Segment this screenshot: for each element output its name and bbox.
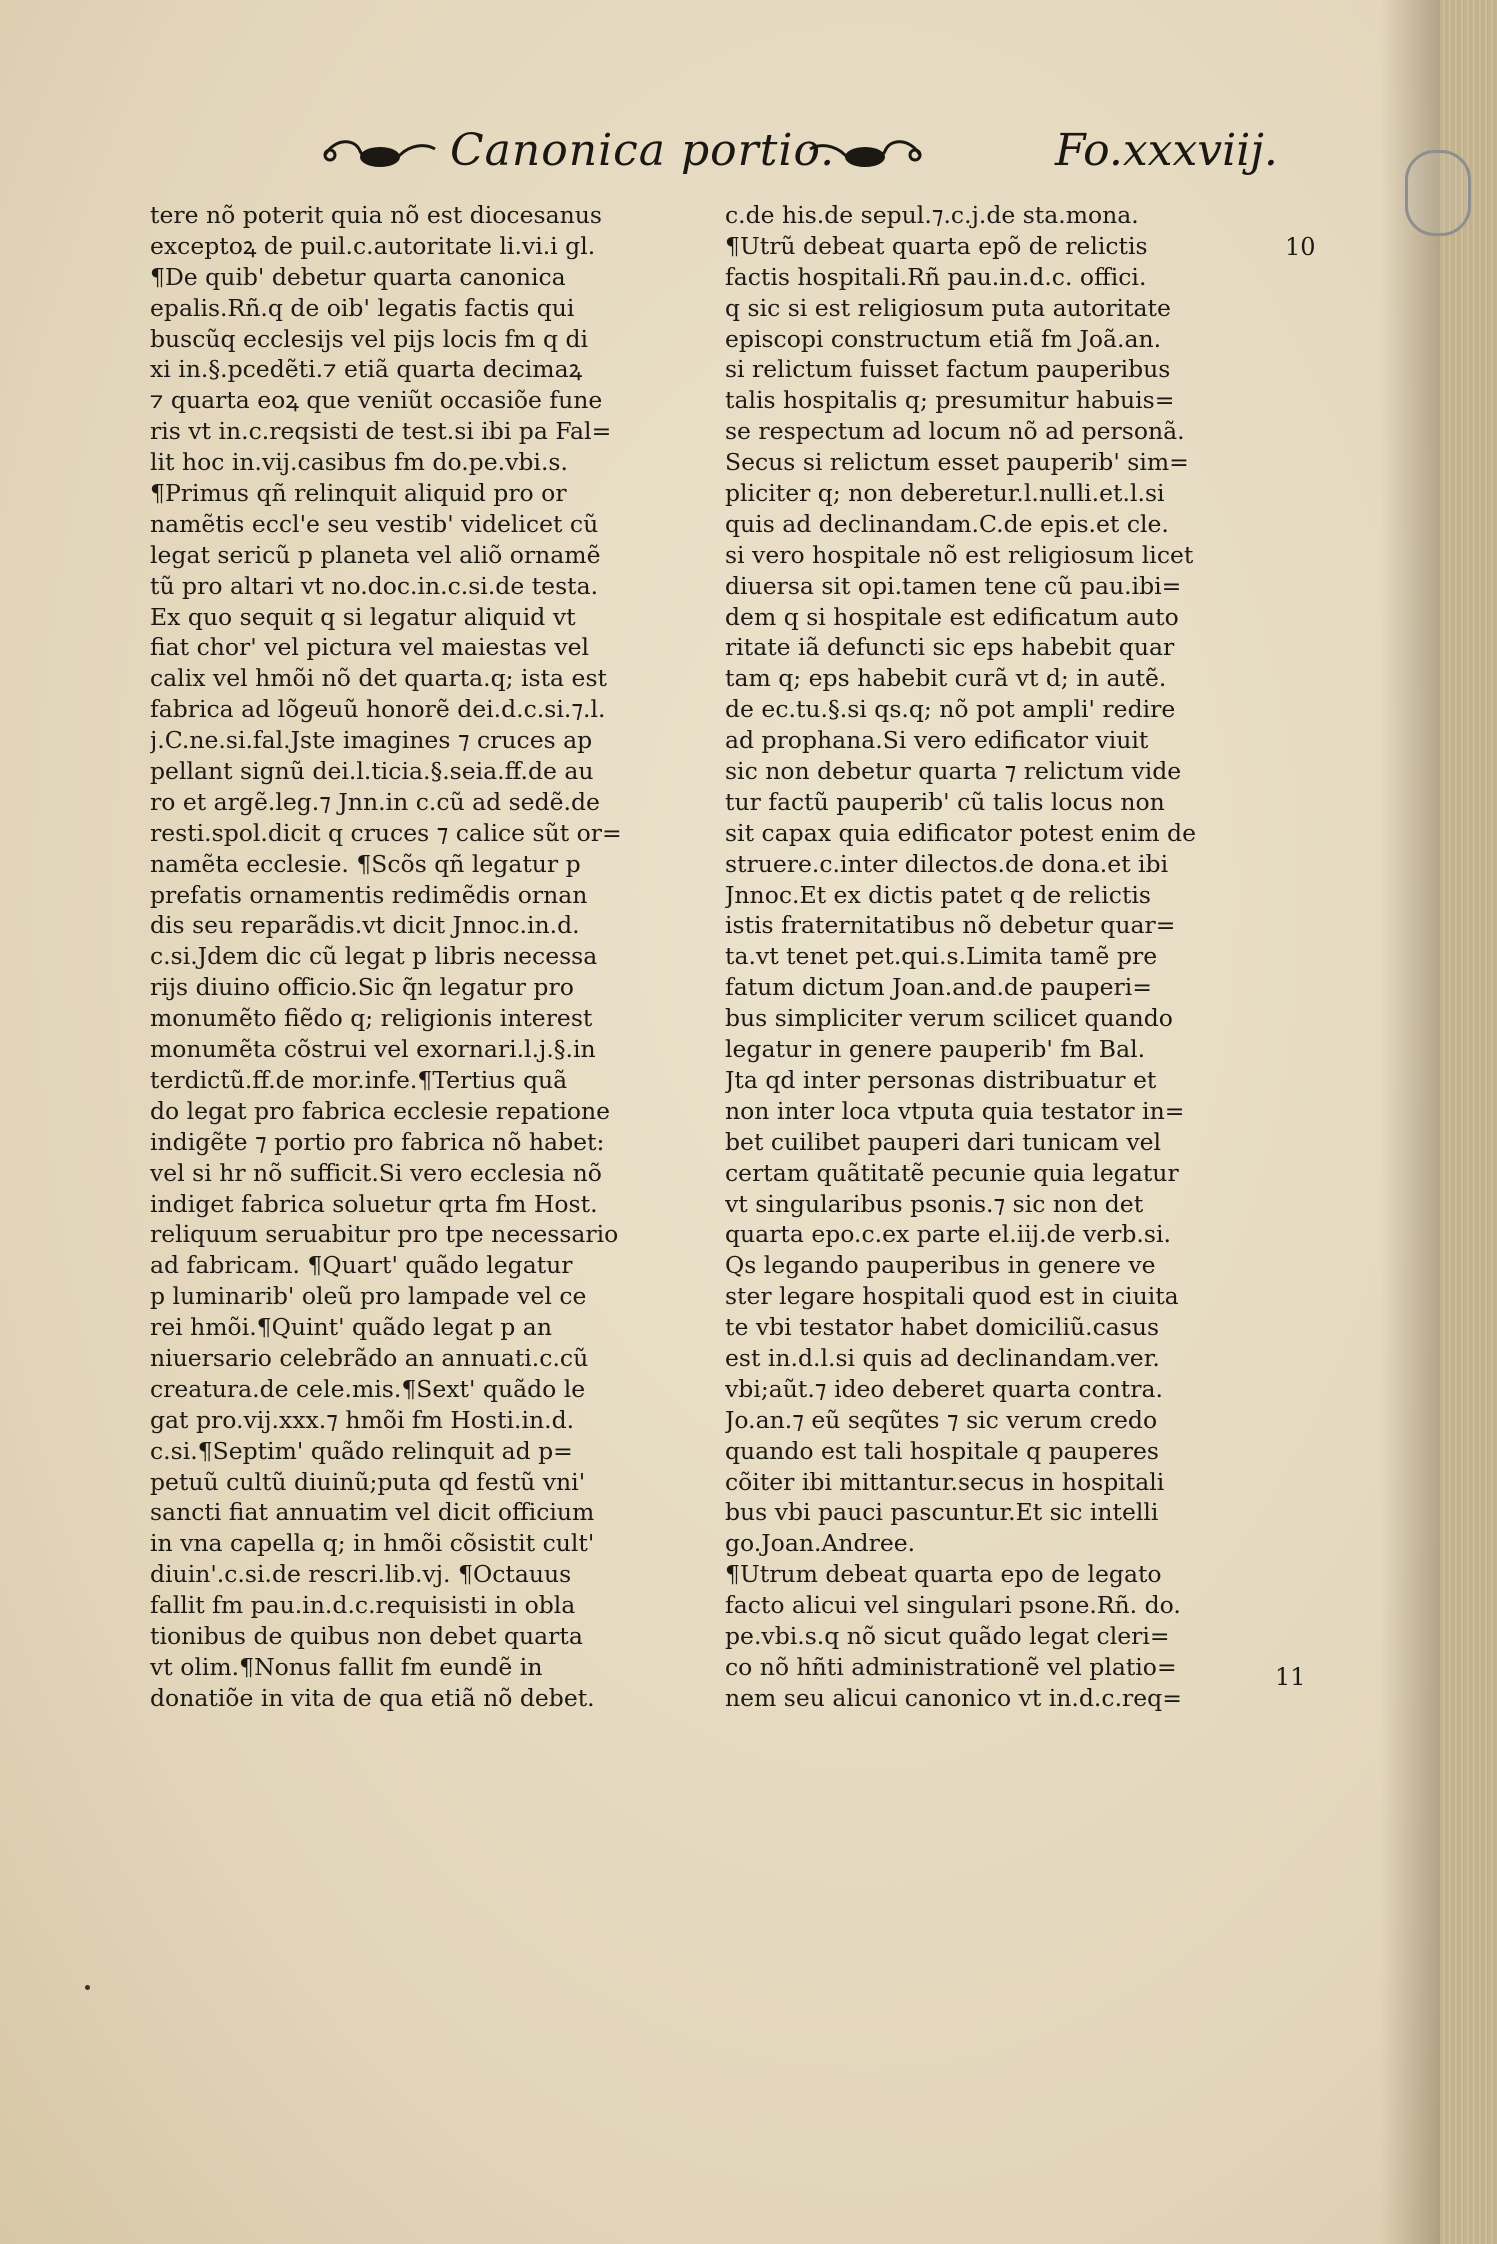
- text-line: ¶Primus qñ relinquit aliquid pro or: [150, 479, 567, 508]
- page-clip-icon: [1405, 150, 1471, 236]
- text-line: pellant signũ dei.l.ticia.§.seia.ff.de au: [150, 757, 594, 786]
- text-line: ta.vt tenet pet.qui.s.Limita tamẽ pre: [725, 942, 1158, 971]
- page-edge-shadow: [1380, 0, 1440, 2244]
- text-line: Jnnoc.Et ex dictis patet q de relictis: [725, 880, 1151, 909]
- text-line: xi in.§.pcedẽti.⁊ etiã quarta decimaꝝ: [150, 355, 583, 384]
- text-line: in vna capella q; in hmõi cõsistit cult': [150, 1529, 595, 1558]
- text-line: istis fraternitatibus nõ debetur quar=: [725, 911, 1176, 940]
- text-line: ¶Utrum debeat quarta epo de legato: [725, 1560, 1162, 1589]
- text-line: namẽtis eccl'e seu vestib' videlicet cũ: [150, 509, 599, 538]
- text-line: legat sericũ p planeta vel aliõ ornamẽ: [150, 540, 601, 569]
- text-line: fatum dictum Joan.and.de pauperi=: [725, 973, 1152, 1002]
- text-line: tur factũ pauperib' cũ talis locus non: [725, 787, 1165, 816]
- text-line: quarta epo.c.ex parte el.iij.de verb.si.: [725, 1220, 1171, 1249]
- text-line: factis hospitali.Rñ pau.in.d.c. offici.: [725, 262, 1147, 291]
- text-line: epalis.Rñ.q de oib' legatis factis qui: [150, 293, 575, 322]
- right-column: [725, 200, 1290, 1714]
- text-line: tam q; eps habebit curã vt d; in autẽ.: [725, 664, 1167, 693]
- text-line: ster legare hospitali quod est in ciuita: [725, 1282, 1179, 1311]
- text-line: niuersario celebrãdo an annuati.c.cũ: [150, 1343, 589, 1372]
- text-line: de ec.tu.§.si qs.q; nõ pot ampli' redire: [725, 695, 1176, 724]
- text-line: exceptoꝝ de puil.c.autoritate li.vi.i gl.: [150, 231, 596, 260]
- text-line: c.si.¶Septim' quãdo relinquit ad p=: [150, 1436, 573, 1465]
- text-line: si vero hospitale nõ est religiosum licet: [725, 540, 1194, 569]
- text-line: talis hospitalis q; presumitur habuis=: [725, 386, 1175, 415]
- book-fore-edge: [1440, 0, 1497, 2244]
- text-line: si relictum fuisset factum pauperibus: [725, 355, 1171, 384]
- text-line: legatur in genere pauperib' fm Bal.: [725, 1035, 1146, 1064]
- text-line: tere nõ poterit quia nõ est diocesanus: [150, 201, 602, 229]
- text-line: diuin'.c.si.de rescri.lib.vj. ¶Octauus: [150, 1560, 572, 1589]
- text-line: non inter loca vtputa quia testator in=: [725, 1096, 1185, 1125]
- text-line: namẽta ecclesie. ¶Scõs qñ legatur p: [150, 849, 581, 878]
- text-line: fallit fm pau.in.d.c.requisisti in obla: [150, 1591, 576, 1620]
- text-line: ad prophana.Si vero edificator viuit: [725, 726, 1149, 755]
- text-line: struere.c.inter dilectos.de dona.et ibi: [725, 849, 1169, 878]
- text-line: ¶De quib' debetur quarta canonica: [150, 262, 566, 291]
- text-line: c.de his.de sepul.⁊.c.j.de sta.mona.: [725, 201, 1139, 229]
- text-line: sit capax quia edificator potest enim de: [725, 818, 1196, 847]
- text-line: creatura.de cele.mis.¶Sext' quãdo le: [150, 1374, 586, 1403]
- text-line: facto alicui vel singulari psone.Rñ. do.: [725, 1591, 1181, 1620]
- text-line: go.Joan.Andree.: [725, 1529, 916, 1558]
- text-line: vt olim.¶Nonus fallit fm eundẽ in: [150, 1652, 543, 1681]
- text-line: terdictũ.ff.de mor.infe.¶Tertius quã: [150, 1065, 568, 1094]
- text-line: Jo.an.⁊ eũ seqũtes ⁊ sic verum credo: [725, 1405, 1158, 1434]
- text-line: dem q si hospitale est edificatum auto: [725, 602, 1179, 631]
- running-head: [150, 125, 1290, 185]
- page-header-title: Canonica portio.: [450, 125, 836, 176]
- text-line: buscũq ecclesijs vel pijs locis fm q di: [150, 324, 589, 353]
- text-line: indiget fabrica soluetur qrta fm Host.: [150, 1189, 598, 1218]
- text-line: tionibus de quibus non debet quarta: [150, 1621, 583, 1650]
- text-line: est in.d.l.si quis ad declinandam.ver.: [725, 1343, 1160, 1372]
- text-line: bet cuilibet pauperi dari tunicam vel: [725, 1127, 1162, 1156]
- text-line: lit hoc in.vij.casibus fm do.pe.vbi.s.: [150, 448, 568, 477]
- text-line: Ex quo sequit q si legatur aliquid vt: [150, 602, 576, 631]
- text-line: fabrica ad lõgeuũ honorẽ dei.d.c.si.⁊.l.: [150, 695, 606, 724]
- text-line: calix vel hmõi nõ det quarta.q; ista est: [150, 664, 607, 693]
- text-line: reliquum seruabitur pro tpe necessario: [150, 1220, 619, 1249]
- text-line: petuũ cultũ diuinũ;puta qd festũ vni': [150, 1467, 586, 1496]
- text-line: ris vt in.c.reqsisti de test.si ibi pa Fal=: [150, 417, 612, 446]
- text-line: p luminarib' oleũ pro lampade vel ce: [150, 1282, 587, 1311]
- text-line: ro et argẽ.leg.⁊ Jnn.in c.cũ ad sedẽ.de: [150, 787, 600, 816]
- margin-number-10: 10: [1285, 233, 1316, 261]
- text-line: indigẽte ⁊ portio pro fabrica nõ habet:: [150, 1127, 605, 1156]
- text-line: quando est tali hospitale q pauperes: [725, 1436, 1159, 1465]
- text-line: q sic si est religiosum puta autoritate: [725, 293, 1171, 322]
- text-line: quis ad declinandam.C.de epis.et cle.: [725, 509, 1169, 538]
- folio-number: Fo.xxxviij.: [1055, 125, 1278, 176]
- text-line: ⁊ quarta eoꝝ que veniũt occasiõe fune: [150, 386, 603, 415]
- text-line: pe.vbi.s.q nõ sicut quãdo legat cleri=: [725, 1621, 1170, 1650]
- text-line: te vbi testator habet domiciliũ.casus: [725, 1313, 1160, 1342]
- text-line: bus simpliciter verum scilicet quando: [725, 1004, 1173, 1033]
- text-line: ritate iã defuncti sic eps habebit quar: [725, 633, 1175, 662]
- text-line: se respectum ad locum nõ ad personã.: [725, 417, 1185, 446]
- text-line: certam quãtitatẽ pecunie quia legatur: [725, 1158, 1179, 1187]
- text-line: c.si.Jdem dic cũ legat p libris necessa: [150, 942, 598, 971]
- text-line: tũ pro altari vt no.doc.in.c.si.de testa.: [150, 571, 599, 600]
- text-line: bus vbi pauci pascuntur.Et sic intelli: [725, 1498, 1159, 1527]
- text-line: ¶Utrũ debeat quarta epõ de relictis: [725, 231, 1148, 260]
- left-column: [150, 200, 715, 1714]
- text-line: ad fabricam. ¶Quart' quãdo legatur: [150, 1251, 573, 1280]
- text-line: prefatis ornamentis redimẽdis ornan: [150, 880, 588, 909]
- text-line: sancti fiat annuatim vel dicit officium: [150, 1498, 595, 1527]
- text-line: dis seu reparãdis.vt dicit Jnnoc.in.d.: [150, 911, 580, 940]
- text-line: episcopi constructum etiã fm Joã.an.: [725, 324, 1162, 353]
- text-line: monumẽto fiẽdo q; religionis interest: [150, 1004, 593, 1033]
- text-line: donatiõe in vita de qua etiã nõ debet.: [150, 1683, 595, 1712]
- text-line: pliciter q; non deberetur.l.nulli.et.l.si: [725, 479, 1165, 508]
- text-line: rijs diuino officio.Sic q̃n legatur pro: [150, 973, 574, 1002]
- text-line: co nõ hñti administrationẽ vel platio=: [725, 1652, 1177, 1681]
- text-line: j.C.ne.si.fal.Jste imagines ⁊ cruces ap: [150, 726, 593, 755]
- fleuron-right-icon: [805, 133, 925, 173]
- text-line: vbi;aũt.⁊ ideo deberet quarta contra.: [725, 1374, 1163, 1403]
- text-line: rei hmõi.¶Quint' quãdo legat p an: [150, 1313, 552, 1342]
- margin-number-11: 11: [1275, 1663, 1306, 1691]
- text-line: diuersa sit opi.tamen tene cũ pau.ibi=: [725, 571, 1182, 600]
- text-line: vt singularibus psonis.⁊ sic non det: [725, 1189, 1144, 1218]
- text-line: Secus si relictum esset pauperib' sim=: [725, 448, 1189, 477]
- ink-speck: [85, 1985, 90, 1990]
- text-line: Jta qd inter personas distribuatur et: [725, 1065, 1157, 1094]
- fleuron-left-icon: [320, 133, 440, 173]
- text-line: nem seu alicui canonico vt in.d.c.req=: [725, 1683, 1182, 1712]
- text-line: cõiter ibi mittantur.secus in hospitali: [725, 1467, 1165, 1496]
- text-line: fiat chor' vel pictura vel maiestas vel: [150, 633, 590, 662]
- text-line: Qs legando pauperibus in genere ve: [725, 1251, 1156, 1280]
- text-line: resti.spol.dicit q cruces ⁊ calice sũt or=: [150, 818, 622, 847]
- text-line: do legat pro fabrica ecclesie repatione: [150, 1096, 611, 1125]
- text-line: monumẽta cõstrui vel exornari.l.j.§.in: [150, 1035, 596, 1064]
- text-line: sic non debetur quarta ⁊ relictum vide: [725, 757, 1182, 786]
- text-line: vel si hr nõ sufficit.Si vero ecclesia nõ: [150, 1158, 602, 1187]
- text-line: gat pro.vij.xxx.⁊ hmõi fm Hosti.in.d.: [150, 1405, 575, 1434]
